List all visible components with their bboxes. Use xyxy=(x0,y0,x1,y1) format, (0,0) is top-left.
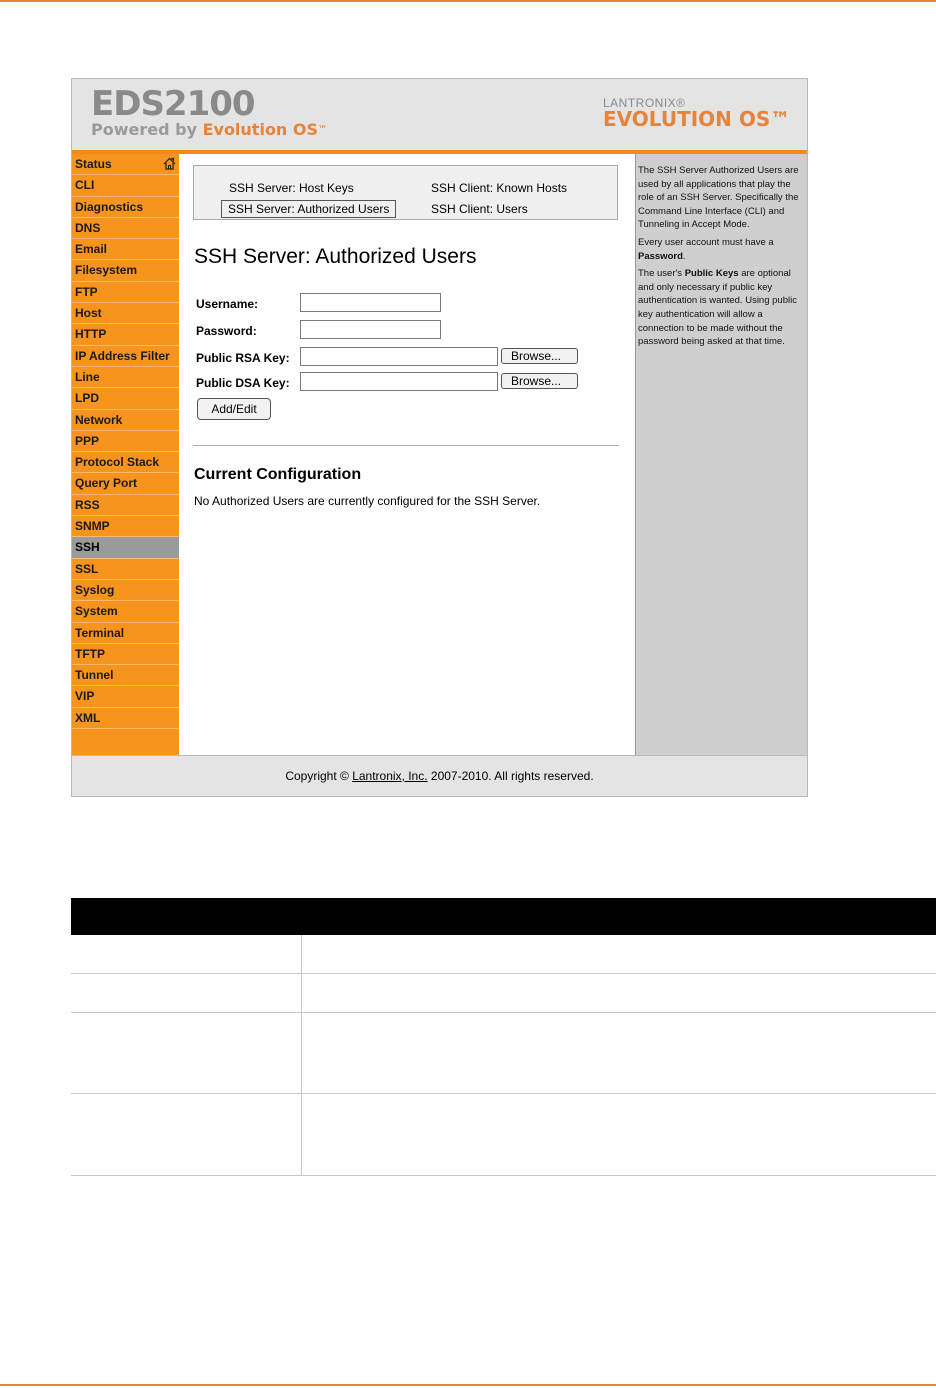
sidebar-item-filesystem[interactable] xyxy=(72,260,179,281)
sidebar-item-label: CLI xyxy=(75,178,95,193)
sidebar-item-cli[interactable] xyxy=(72,175,179,196)
sidebar-item-label: XML xyxy=(75,710,101,725)
tab-ssh-client-users[interactable]: SSH Client: Users xyxy=(431,202,528,216)
help-paragraph-1: The SSH Server Authorized Users are used by all applications that play the role of an SSH Server. Specifically the Command Line Interface (CLI) and Tunneling in Accept Mode. xyxy=(638,165,799,231)
sidebar-item-label: SSH xyxy=(75,540,100,555)
sidebar-item-label: System xyxy=(75,604,118,619)
sidebar-item-diagnostics[interactable] xyxy=(72,197,179,218)
sidebar-item-label: HTTP xyxy=(75,327,107,342)
sidebar-item-label: Host xyxy=(75,306,102,321)
sidebar-nav xyxy=(72,154,179,755)
add-edit-button[interactable]: Add/Edit xyxy=(197,398,271,420)
sidebar-item-label: VIP xyxy=(75,689,95,704)
help-paragraph-3: The user's Public Keys are optional and only necessary if public key authentication is wanted. Using public key authentication will allow a connection to be made without the password being asked at that time. xyxy=(638,268,797,348)
sidebar-item-ip-address-filter[interactable] xyxy=(72,346,179,367)
sidebar-item-dns[interactable] xyxy=(72,218,179,239)
sidebar-item-vip[interactable] xyxy=(72,686,179,707)
sidebar-item-host[interactable] xyxy=(72,303,179,324)
table-row xyxy=(71,974,936,1013)
sidebar-item-ppp[interactable] xyxy=(72,431,179,452)
page-bottom-rule xyxy=(0,1384,936,1386)
ssh-tabs xyxy=(193,165,618,220)
app-header xyxy=(72,79,807,150)
sidebar-item-query-port[interactable] xyxy=(72,473,179,494)
sidebar-item-label: Line xyxy=(75,369,100,384)
product-subtitle: Powered by Evolution OS™ xyxy=(91,120,328,139)
sidebar-item-syslog[interactable] xyxy=(72,580,179,601)
password-label: Password: xyxy=(196,324,257,338)
sidebar-item-rss[interactable] xyxy=(72,495,179,516)
help-panel xyxy=(635,154,807,755)
rsa-key-label: Public RSA Key: xyxy=(196,351,290,365)
sidebar-item-ftp[interactable] xyxy=(72,282,179,303)
sidebar-item-label: Status xyxy=(75,157,112,171)
page-top-rule xyxy=(0,0,936,2)
product-title: EDS2100 xyxy=(91,84,255,124)
home-icon[interactable] xyxy=(163,157,176,170)
sidebar-item-status[interactable] xyxy=(72,154,179,175)
sidebar-item-xml[interactable] xyxy=(72,708,179,729)
sidebar-item-label: Syslog xyxy=(75,582,115,597)
table-row xyxy=(71,935,936,974)
sidebar-item-label: Email xyxy=(75,242,108,257)
section-divider xyxy=(193,445,619,446)
lantronix-logo-text: LANTRONIX® xyxy=(603,96,686,110)
sidebar-item-system[interactable] xyxy=(72,601,179,622)
help-paragraph-2: Every user account must have a Password. xyxy=(638,236,774,262)
table-header xyxy=(71,898,936,935)
sidebar-item-label: IP Address Filter xyxy=(75,348,170,363)
sidebar-item-label: Protocol Stack xyxy=(75,455,160,470)
sidebar-item-ssh[interactable] xyxy=(72,537,179,558)
sidebar-item-label: FTP xyxy=(75,284,98,299)
username-label: Username: xyxy=(196,297,259,311)
sidebar-item-email[interactable] xyxy=(72,239,179,260)
sidebar-item-label: SSL xyxy=(75,561,99,576)
sidebar-item-label: Network xyxy=(75,412,123,427)
password-input[interactable] xyxy=(300,320,441,339)
browser-screenshot xyxy=(71,78,808,797)
table-row xyxy=(71,1094,936,1176)
sidebar-item-label: PPP xyxy=(75,433,100,448)
sidebar-item-label: Diagnostics xyxy=(75,199,144,214)
sidebar-item-lpd[interactable] xyxy=(72,388,179,409)
table-header-cell xyxy=(302,898,936,935)
sidebar-item-terminal[interactable] xyxy=(72,623,179,644)
sidebar-item-label: Terminal xyxy=(75,625,125,640)
sidebar-item-label: LPD xyxy=(75,391,99,406)
sidebar-item-tftp[interactable] xyxy=(72,644,179,665)
username-input[interactable] xyxy=(300,293,441,312)
sidebar-item-label: DNS xyxy=(75,220,101,235)
current-configuration-text: No Authorized Users are currently configured for the SSH Server. xyxy=(194,494,541,508)
evolution-os-logo: EVOLUTION OS™ xyxy=(603,107,791,131)
sidebar-item-protocol-stack[interactable] xyxy=(72,452,179,473)
rsa-key-input[interactable] xyxy=(300,347,498,366)
sidebar-item-label: Tunnel xyxy=(75,668,114,683)
sidebar-item-tunnel[interactable] xyxy=(72,665,179,686)
sidebar-item-label: RSS xyxy=(75,497,100,512)
sidebar-item-network[interactable] xyxy=(72,410,179,431)
sidebar-item-label: Query Port xyxy=(75,476,138,491)
page-title: SSH Server: Authorized Users xyxy=(194,245,477,268)
dsa-key-input[interactable] xyxy=(300,372,498,391)
table-row xyxy=(71,1013,936,1094)
rsa-browse-button[interactable]: Browse... xyxy=(501,348,578,364)
sidebar-item-label: Filesystem xyxy=(75,263,138,278)
main-content xyxy=(179,154,635,755)
lantronix-link[interactable]: Lantronix, Inc. xyxy=(352,769,428,783)
tab-ssh-server-authorized-users[interactable]: SSH Server: Authorized Users xyxy=(221,200,396,218)
sidebar-item-label: TFTP xyxy=(75,646,105,661)
sidebar-item-ssl[interactable] xyxy=(72,559,179,580)
sidebar-item-label: SNMP xyxy=(75,519,110,534)
tab-ssh-client-known-hosts[interactable]: SSH Client: Known Hosts xyxy=(431,181,568,195)
footer: Copyright © Lantronix, Inc. 2007-2010. All rights reserved. xyxy=(72,755,807,796)
dsa-key-label: Public DSA Key: xyxy=(196,376,290,390)
tab-ssh-server-host-keys[interactable]: SSH Server: Host Keys xyxy=(229,181,354,195)
sidebar-item-snmp[interactable] xyxy=(72,516,179,537)
dsa-browse-button[interactable]: Browse... xyxy=(501,373,578,389)
table-header-cell xyxy=(71,898,302,935)
sidebar-item-http[interactable] xyxy=(72,324,179,345)
sidebar-item-line[interactable] xyxy=(72,367,179,388)
current-configuration-title: Current Configuration xyxy=(194,466,362,483)
